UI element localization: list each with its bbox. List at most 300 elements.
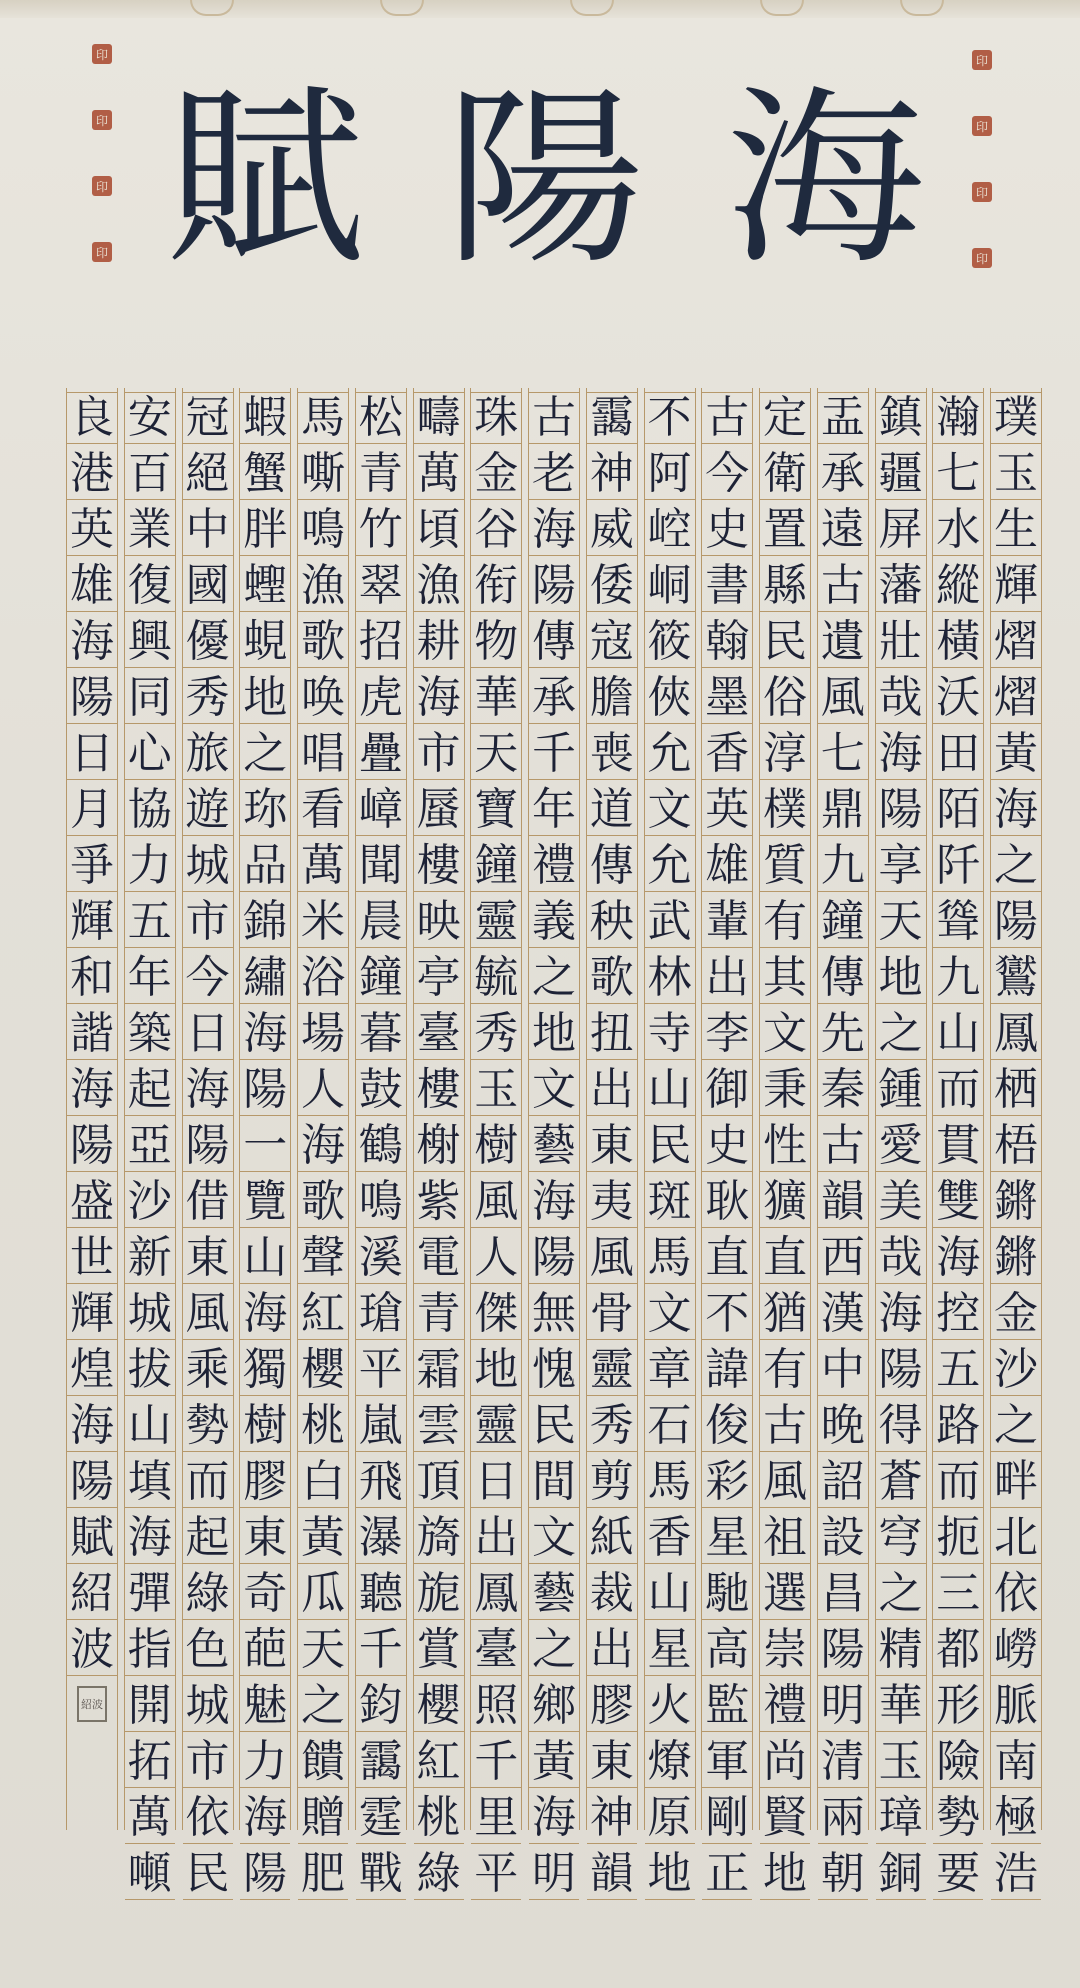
text-cell: 秦 [818, 1064, 868, 1116]
text-cell: 漁 [298, 560, 348, 612]
text-cell: 乘 [183, 1344, 233, 1396]
text-cell: 古 [760, 1400, 810, 1452]
text-cell: 協 [125, 784, 175, 836]
text-cell: 煌 [67, 1344, 117, 1396]
seal-stamp-icon: 印 [972, 50, 992, 70]
text-column [759, 388, 811, 1899]
text-column [701, 388, 753, 1899]
text-cell: 剪 [587, 1456, 637, 1508]
text-cell: 蟶 [240, 560, 290, 612]
text-cell: 映 [414, 896, 464, 948]
text-cell: 萬 [125, 1792, 175, 1844]
text-cell: 承 [529, 672, 579, 724]
text-cell: 風 [587, 1232, 637, 1284]
text-cell: 風 [818, 672, 868, 724]
text-cell: 山 [125, 1400, 175, 1452]
text-cell: 民 [183, 1848, 233, 1900]
text-cell: 紅 [414, 1736, 464, 1788]
text-cell: 海 [125, 1512, 175, 1564]
text-cell: 鳳 [471, 1568, 521, 1620]
text-cell: 英 [702, 784, 752, 836]
seal-stamp-icon: 印 [972, 182, 992, 202]
text-cell: 指 [125, 1624, 175, 1676]
text-cell: 地 [645, 1848, 695, 1900]
text-cell: 紙 [587, 1512, 637, 1564]
text-cell: 精 [876, 1624, 926, 1676]
swirl-ornament-icon [570, 0, 614, 16]
text-cell: 玉 [876, 1736, 926, 1788]
text-cell: 美 [876, 1176, 926, 1228]
text-cell: 膠 [587, 1680, 637, 1732]
text-cell: 海 [67, 616, 117, 668]
text-cell: 淳 [760, 728, 810, 780]
text-cell: 海 [529, 1792, 579, 1844]
seal-stamp-icon: 印 [92, 176, 112, 196]
text-cell: 之 [529, 952, 579, 1004]
text-cell: 萬 [414, 448, 464, 500]
text-cell: 香 [702, 728, 752, 780]
text-cell: 祖 [760, 1512, 810, 1564]
text-cell: 衛 [760, 448, 810, 500]
text-cell: 瓜 [298, 1568, 348, 1620]
text-cell: 海 [240, 1008, 290, 1060]
text-cell: 筱 [645, 616, 695, 668]
text-cell: 靈 [587, 1344, 637, 1396]
text-cell: 之 [991, 1400, 1041, 1452]
text-cell: 贈 [298, 1792, 348, 1844]
text-cell: 五 [933, 1344, 983, 1396]
text-cell: 俗 [760, 672, 810, 724]
text-cell: 旎 [414, 1568, 464, 1620]
text-cell: 詔 [818, 1456, 868, 1508]
text-cell: 極 [991, 1792, 1041, 1844]
text-cell: 人 [298, 1064, 348, 1116]
text-cell: 畔 [991, 1456, 1041, 1508]
text-cell: 場 [298, 1008, 348, 1060]
text-cell: 地 [529, 1008, 579, 1060]
seal-stamp-icon: 印 [92, 44, 112, 64]
text-cell: 嵐 [356, 1400, 406, 1452]
text-cell: 嶂 [356, 784, 406, 836]
text-cell: 陽 [67, 1120, 117, 1172]
text-cell: 平 [356, 1344, 406, 1396]
text-cell: 噸 [125, 1848, 175, 1900]
text-cell: 平 [471, 1848, 521, 1900]
text-cell: 選 [760, 1568, 810, 1620]
text-cell: 市 [183, 1736, 233, 1788]
text-cell: 臺 [414, 1008, 464, 1060]
text-cell: 白 [298, 1456, 348, 1508]
text-cell: 裁 [587, 1568, 637, 1620]
text-cell: 山 [645, 1568, 695, 1620]
text-cell: 榭 [414, 1120, 464, 1172]
text-cell: 波 [67, 1624, 117, 1676]
text-cell: 遺 [818, 616, 868, 668]
text-cell: 朝 [818, 1848, 868, 1900]
text-column [297, 388, 349, 1899]
text-cell: 世 [67, 1232, 117, 1284]
text-cell: 愧 [529, 1344, 579, 1396]
text-cell: 鸑 [991, 952, 1041, 1004]
text-cell: 遊 [183, 784, 233, 836]
text-cell: 山 [240, 1232, 290, 1284]
text-cell: 歌 [298, 616, 348, 668]
text-column [932, 388, 984, 1899]
text-cell: 蟹 [240, 448, 290, 500]
text-cell: 櫻 [298, 1344, 348, 1396]
text-cell: 千 [356, 1624, 406, 1676]
text-cell: 石 [645, 1400, 695, 1452]
text-cell: 歌 [587, 952, 637, 1004]
text-cell: 諧 [67, 1008, 117, 1060]
text-cell: 熠 [991, 672, 1041, 724]
text-cell: 膽 [587, 672, 637, 724]
text-cell: 陽 [529, 560, 579, 612]
text-cell: 樹 [471, 1120, 521, 1172]
text-cell: 蜆 [240, 616, 290, 668]
text-cell: 兩 [818, 1792, 868, 1844]
seal-stamp-icon: 印 [972, 248, 992, 268]
text-cell: 馬 [645, 1232, 695, 1284]
text-cell: 月 [67, 784, 117, 836]
text-cell: 藝 [529, 1568, 579, 1620]
text-column [990, 388, 1042, 1899]
text-cell: 歌 [298, 1176, 348, 1228]
text-cell: 藝 [529, 1120, 579, 1172]
text-cell: 雙 [933, 1176, 983, 1228]
text-column [586, 388, 638, 1899]
text-cell: 秀 [587, 1400, 637, 1452]
text-cell: 胖 [240, 504, 290, 556]
text-cell: 有 [760, 896, 810, 948]
text-cell: 崇 [760, 1624, 810, 1676]
text-cell: 鐘 [471, 840, 521, 892]
text-cell: 陽 [67, 1456, 117, 1508]
text-cell: 和 [67, 952, 117, 1004]
text-cell: 萬 [298, 840, 348, 892]
text-cell: 銅 [876, 1848, 926, 1900]
text-cell: 燎 [645, 1736, 695, 1788]
text-cell: 綠 [414, 1848, 464, 1900]
text-cell: 風 [183, 1288, 233, 1340]
text-cell: 電 [414, 1232, 464, 1284]
text-cell: 陽 [529, 1232, 579, 1284]
text-cell: 亭 [414, 952, 464, 1004]
text-cell: 翠 [356, 560, 406, 612]
text-column [644, 388, 696, 1899]
text-cell: 文 [529, 1512, 579, 1564]
text-cell: 溪 [356, 1232, 406, 1284]
text-cell: 海 [876, 1288, 926, 1340]
text-cell: 允 [645, 840, 695, 892]
text-cell: 正 [702, 1848, 752, 1900]
text-cell: 櫻 [414, 1680, 464, 1732]
text-cell: 旖 [414, 1512, 464, 1564]
text-cell: 今 [702, 448, 752, 500]
seal-column-left [92, 44, 114, 308]
title-char-3: 海 [725, 69, 925, 290]
text-cell: 風 [471, 1176, 521, 1228]
text-cell: 鄉 [529, 1680, 579, 1732]
text-cell: 三 [933, 1568, 983, 1620]
text-cell: 浩 [991, 1848, 1041, 1900]
text-cell: 蝦 [240, 392, 290, 444]
text-cell: 出 [587, 1064, 637, 1116]
text-cell: 地 [240, 672, 290, 724]
text-cell: 書 [702, 560, 752, 612]
text-cell: 得 [876, 1400, 926, 1452]
swirl-ornament-icon [900, 0, 944, 16]
text-column [239, 388, 291, 1899]
text-cell: 性 [760, 1120, 810, 1172]
text-cell: 秀 [183, 672, 233, 724]
text-cell: 海 [298, 1120, 348, 1172]
text-cell: 開 [125, 1680, 175, 1732]
text-cell: 新 [125, 1232, 175, 1284]
text-cell: 紹 [67, 1568, 117, 1620]
text-cell: 愛 [876, 1120, 926, 1172]
text-cell: 樹 [240, 1400, 290, 1452]
text-cell: 市 [414, 728, 464, 780]
text-cell: 海 [876, 728, 926, 780]
text-cell: 輩 [702, 896, 752, 948]
text-cell: 崆 [645, 504, 695, 556]
text-cell: 而 [183, 1456, 233, 1508]
text-cell: 哉 [876, 1232, 926, 1284]
text-cell: 御 [702, 1064, 752, 1116]
swirl-ornament-icon [760, 0, 804, 16]
text-cell: 地 [876, 952, 926, 1004]
text-cell: 東 [587, 1120, 637, 1172]
text-cell: 秧 [587, 896, 637, 948]
text-cell: 良 [67, 392, 117, 444]
text-cell: 樓 [414, 1064, 464, 1116]
text-cell: 險 [933, 1736, 983, 1788]
title-char-2: 陽 [445, 69, 645, 290]
text-cell: 金 [471, 448, 521, 500]
text-cell: 玉 [471, 1064, 521, 1116]
text-cell: 寶 [471, 784, 521, 836]
text-cell: 路 [933, 1400, 983, 1452]
text-cell: 設 [818, 1512, 868, 1564]
text-cell: 千 [529, 728, 579, 780]
text-cell: 綠 [183, 1568, 233, 1620]
text-cell: 寇 [587, 616, 637, 668]
text-cell: 栖 [991, 1064, 1041, 1116]
text-cell: 色 [183, 1624, 233, 1676]
text-cell: 米 [298, 896, 348, 948]
text-cell: 阿 [645, 448, 695, 500]
text-cell: 五 [125, 896, 175, 948]
text-cell: 優 [183, 616, 233, 668]
text-cell: 明 [818, 1680, 868, 1732]
text-cell: 陽 [183, 1120, 233, 1172]
text-cell: 義 [529, 896, 579, 948]
text-cell: 李 [702, 1008, 752, 1060]
text-cell: 毓 [471, 952, 521, 1004]
text-cell: 山 [933, 1008, 983, 1060]
page-title [150, 60, 940, 300]
text-column [817, 388, 869, 1899]
text-cell: 水 [933, 504, 983, 556]
text-cell: 尚 [760, 1736, 810, 1788]
text-cell: 屏 [876, 504, 926, 556]
text-cell: 文 [529, 1064, 579, 1116]
text-cell: 神 [587, 1792, 637, 1844]
text-cell: 鈞 [356, 1680, 406, 1732]
text-cell: 拔 [125, 1344, 175, 1396]
text-cell: 葩 [240, 1624, 290, 1676]
text-cell: 都 [933, 1624, 983, 1676]
text-cell: 聞 [356, 840, 406, 892]
text-cell: 招 [356, 616, 406, 668]
text-cell: 韻 [587, 1848, 637, 1900]
text-cell: 瀑 [356, 1512, 406, 1564]
text-cell: 而 [933, 1064, 983, 1116]
text-cell: 桃 [414, 1792, 464, 1844]
text-cell: 昌 [818, 1568, 868, 1620]
text-cell: 阡 [933, 840, 983, 892]
text-cell: 魅 [240, 1680, 290, 1732]
text-cell: 璋 [876, 1792, 926, 1844]
text-cell: 天 [876, 896, 926, 948]
text-cell: 暮 [356, 1008, 406, 1060]
text-cell: 東 [183, 1232, 233, 1284]
text-cell: 彈 [125, 1568, 175, 1620]
text-cell: 控 [933, 1288, 983, 1340]
text-column [66, 388, 118, 1830]
text-cell: 華 [876, 1680, 926, 1732]
text-cell: 松 [356, 392, 406, 444]
text-cell: 海 [933, 1232, 983, 1284]
text-cell: 紫 [414, 1176, 464, 1228]
text-cell: 陽 [991, 896, 1041, 948]
text-cell: 星 [702, 1512, 752, 1564]
text-cell: 田 [933, 728, 983, 780]
text-cell: 沙 [125, 1176, 175, 1228]
text-cell: 輝 [67, 896, 117, 948]
text-cell: 鏘 [991, 1176, 1041, 1228]
text-cell: 疊 [356, 728, 406, 780]
text-cell: 輝 [991, 560, 1041, 612]
text-cell: 海 [991, 784, 1041, 836]
text-cell: 玉 [991, 448, 1041, 500]
text-cell: 聽 [356, 1568, 406, 1620]
text-cell: 黃 [991, 728, 1041, 780]
text-cell: 晨 [356, 896, 406, 948]
text-cell: 海 [529, 504, 579, 556]
text-cell: 北 [991, 1512, 1041, 1564]
text-cell: 霜 [414, 1344, 464, 1396]
text-cell: 看 [298, 784, 348, 836]
text-cell: 傳 [529, 616, 579, 668]
text-cell: 市 [183, 896, 233, 948]
text-cell: 之 [876, 1568, 926, 1620]
text-cell: 鏘 [991, 1232, 1041, 1284]
text-cell: 俠 [645, 672, 695, 724]
text-cell: 海 [67, 1064, 117, 1116]
text-cell: 輝 [67, 1288, 117, 1340]
text-cell: 星 [645, 1624, 695, 1676]
text-cell: 哉 [876, 672, 926, 724]
text-cell: 史 [702, 1120, 752, 1172]
text-cell: 道 [587, 784, 637, 836]
text-cell: 唱 [298, 728, 348, 780]
text-cell: 縱 [933, 560, 983, 612]
text-cell: 地 [760, 1848, 810, 1900]
text-cell: 古 [702, 392, 752, 444]
text-cell: 寺 [645, 1008, 695, 1060]
text-cell: 起 [125, 1064, 175, 1116]
text-cell: 金 [991, 1288, 1041, 1340]
text-cell: 陽 [240, 1064, 290, 1116]
text-cell: 戰 [356, 1848, 406, 1900]
text-cell: 海 [67, 1400, 117, 1452]
text-cell: 南 [991, 1736, 1041, 1788]
text-cell: 古 [818, 560, 868, 612]
text-cell: 其 [760, 952, 810, 1004]
text-cell: 藩 [876, 560, 926, 612]
text-cell: 里 [471, 1792, 521, 1844]
text-cell: 依 [991, 1568, 1041, 1620]
text-cell: 扭 [587, 1008, 637, 1060]
text-cell: 樸 [760, 784, 810, 836]
text-cell: 百 [125, 448, 175, 500]
text-cell: 品 [240, 840, 290, 892]
text-cell: 填 [125, 1456, 175, 1508]
text-cell: 賢 [760, 1792, 810, 1844]
text-cell: 文 [760, 1008, 810, 1060]
text-cell: 唤 [298, 672, 348, 724]
text-cell: 安 [125, 392, 175, 444]
text-cell: 日 [471, 1456, 521, 1508]
text-cell: 質 [760, 840, 810, 892]
text-cell: 直 [702, 1232, 752, 1284]
text-cell: 傑 [471, 1288, 521, 1340]
text-cell: 出 [471, 1512, 521, 1564]
text-cell: 飛 [356, 1456, 406, 1508]
text-cell: 奇 [240, 1568, 290, 1620]
text-cell: 傳 [587, 840, 637, 892]
text-cell: 享 [876, 840, 926, 892]
text-cell: 浴 [298, 952, 348, 1004]
text-cell: 中 [183, 504, 233, 556]
text-cell: 谷 [471, 504, 521, 556]
text-cell: 有 [760, 1344, 810, 1396]
top-border-ornament [0, 0, 1080, 18]
text-cell: 賦 [67, 1512, 117, 1564]
text-cell: 起 [183, 1512, 233, 1564]
text-cell: 竹 [356, 504, 406, 556]
text-cell: 聳 [933, 896, 983, 948]
text-cell: 骨 [587, 1288, 637, 1340]
text-cell: 火 [645, 1680, 695, 1732]
seal-column-right [972, 50, 994, 314]
text-cell: 拓 [125, 1736, 175, 1788]
text-cell: 霆 [356, 1792, 406, 1844]
text-cell: 勢 [933, 1792, 983, 1844]
text-cell: 置 [760, 504, 810, 556]
text-cell: 膠 [240, 1456, 290, 1508]
text-cell: 無 [529, 1288, 579, 1340]
text-cell: 城 [183, 1680, 233, 1732]
text-cell: 風 [760, 1456, 810, 1508]
text-cell: 之 [298, 1680, 348, 1732]
text-cell: 明 [529, 1848, 579, 1900]
text-cell: 靄 [356, 1736, 406, 1788]
text-cell: 縣 [760, 560, 810, 612]
text-cell: 形 [933, 1680, 983, 1732]
